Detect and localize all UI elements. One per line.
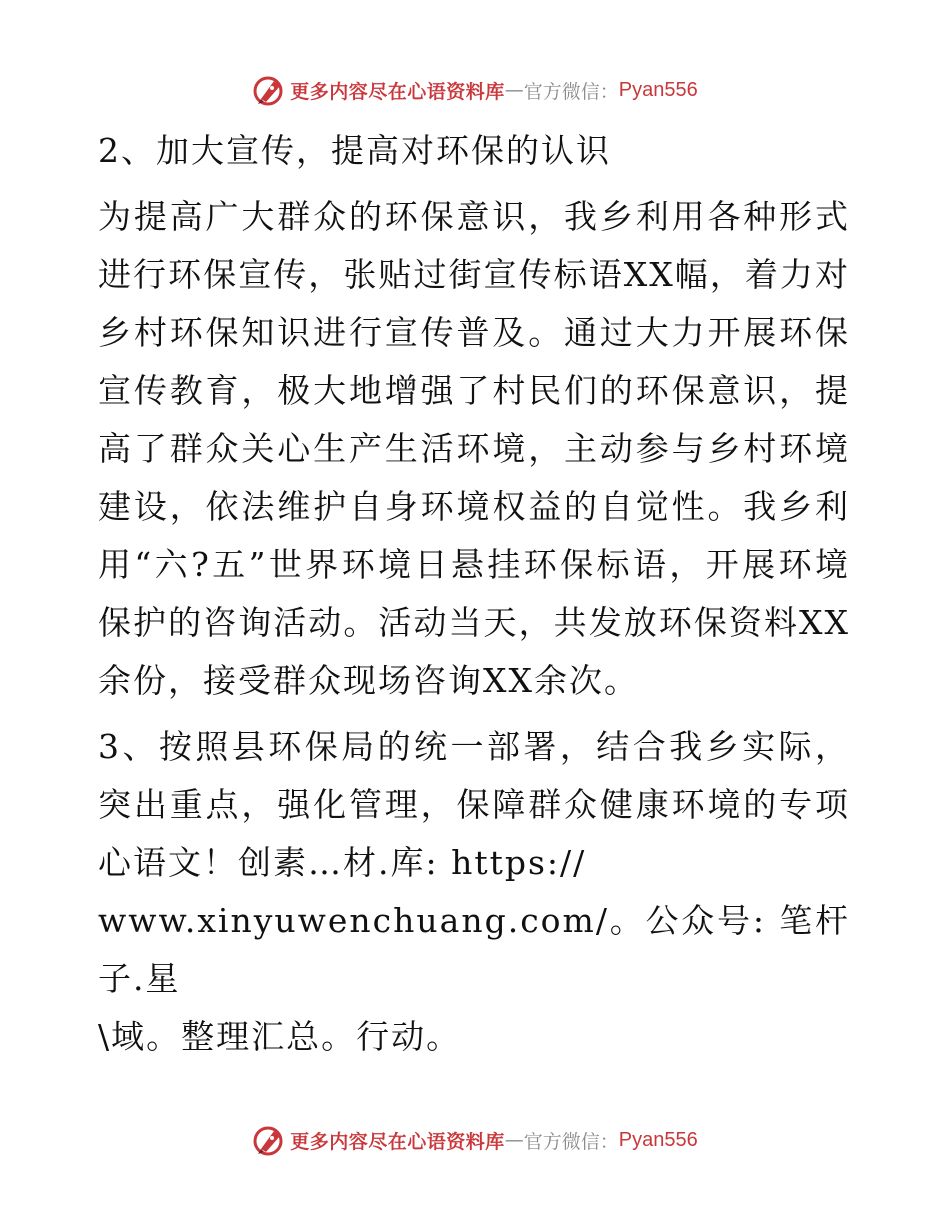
banner-title: 更多内容尽在心语资料库 [290,1130,505,1153]
paragraph-deployment-lead: 3、按照县环保局的统一部署，结合我乡实际，突出重点，强化管理，保障群众健康环境的专项心语文！创素…材.库: https:// [98,727,850,882]
paragraph-deployment-url: www.xinyuwenchuang.com/。公众号: 笔杆子.星 [98,901,850,998]
banner-wechat-label: 官方微信： [523,80,619,103]
paragraph-deployment [98,718,850,1066]
banner-dash: — [504,79,524,101]
banner-wechat-id: Pyan556 [618,78,698,101]
pen-nib-logo-icon [252,73,286,107]
paragraph-publicity: 为提高广大群众的环保意识，我乡利用各种形式进行环保宣传，张贴过街宣传标语XX幅，着力对乡村环保知识进行宣传普及。通过大力开展环保宣传教育，极大地增强了村民们的环保意识，提高了群众关心生产生活环境，主动参与乡村环境建设，依法维护自身环境权益的自觉性。我乡利用“六?五”世界环境日悬挂环保标语，开展环境保护的咨询活动。活动当天，共发放环保资料XX余份，接受群众现场咨询XX余次。 [98,197,850,700]
document-body [98,118,850,1066]
footer-banner [0,1120,950,1160]
section-heading: 2、加大宣传，提高对环保的认识 [98,131,611,170]
banner-wechat-label: 官方微信： [523,1130,619,1153]
banner-title: 更多内容尽在心语资料库 [290,80,505,103]
header-banner [0,70,950,110]
pen-nib-logo-icon [252,1123,286,1157]
paragraph-deployment-tail: \域。整理汇总。行动。 [98,1017,462,1056]
banner-wechat-id: Pyan556 [618,1128,698,1151]
banner-dash: — [504,1129,524,1151]
